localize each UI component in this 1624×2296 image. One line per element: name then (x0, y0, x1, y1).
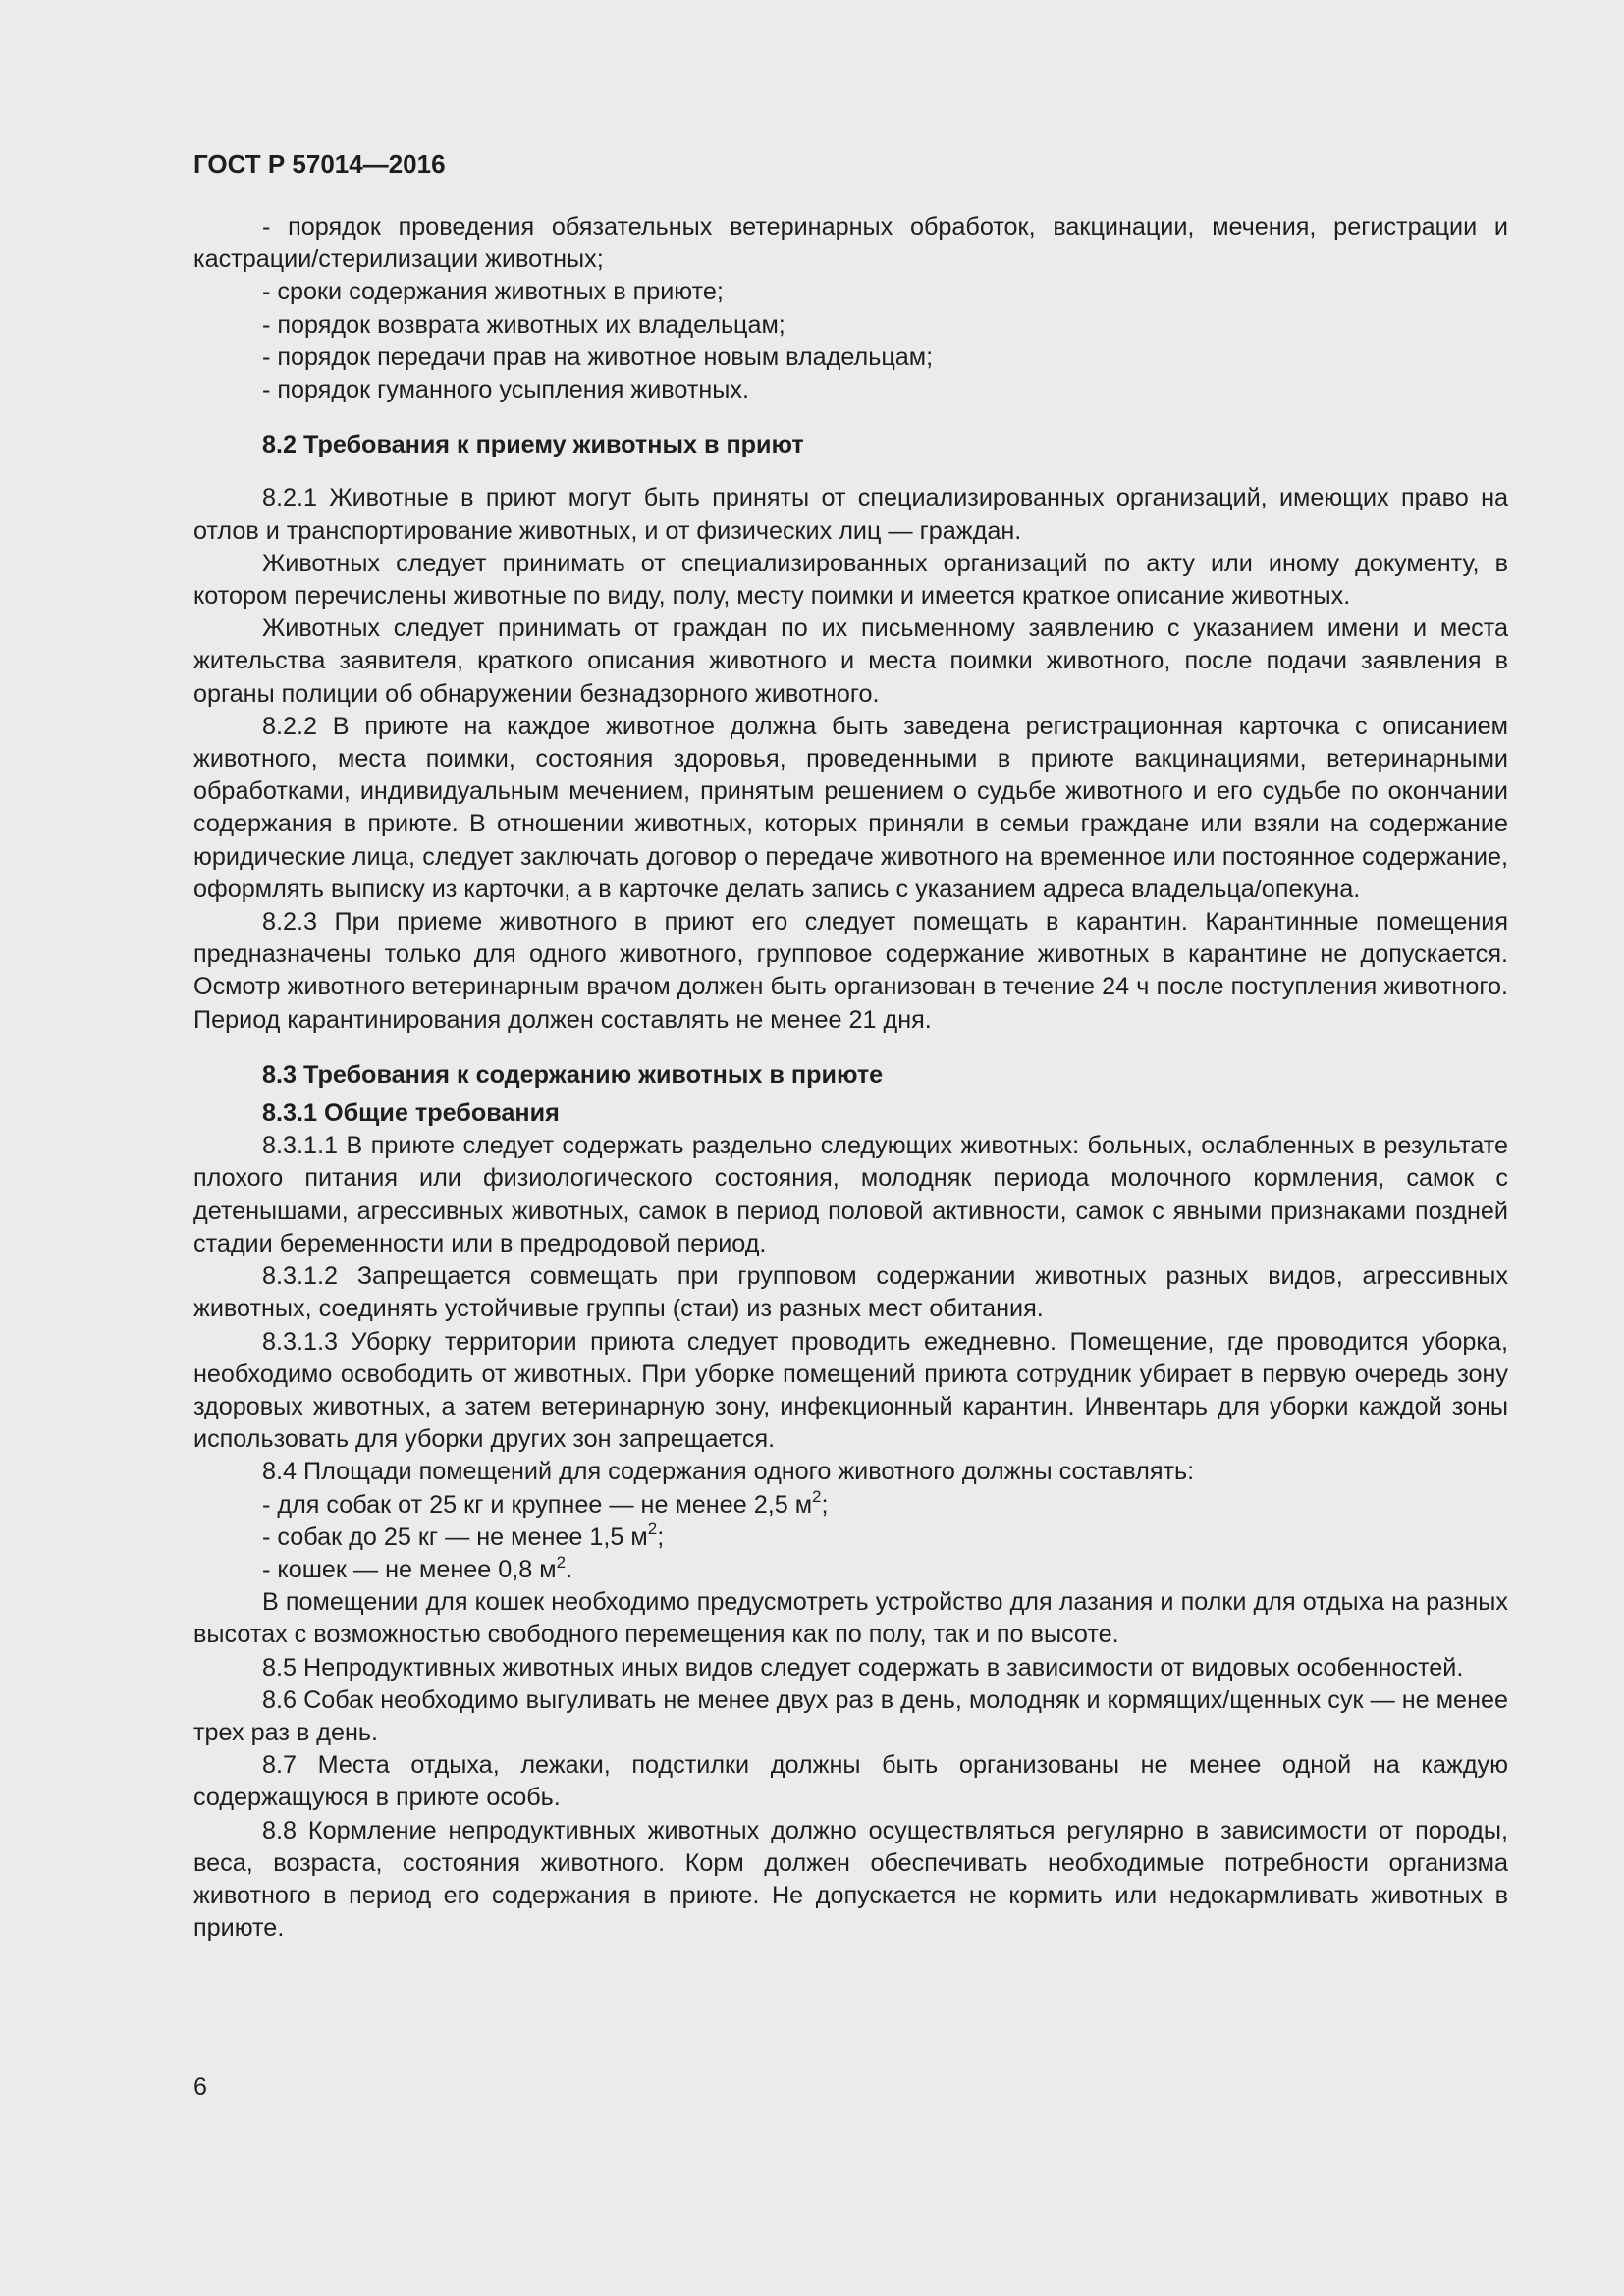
list-item (193, 1522, 1508, 1554)
paragraph: 8.3.1.2 Запрещается совмещать при групповом содержании животных разных видов, агрессивных животных, соединять устойчивые группы (стаи) из разных мест обитания. (193, 1262, 1508, 1323)
paragraph: В помещении для кошек необходимо предусмотреть устройство для лазания и полки для отдыха на разных высотах с возможностью свободного перемещения как по полу, так и по высоте. (193, 1588, 1508, 1649)
list-item: - порядок проведения обязательных ветеринарных обработок, вакцинации, мечения, регистрации и кастрации/стерилизации животных; (193, 213, 1508, 274)
list-item-text: - кошек — не менее 0,8 м (262, 1555, 557, 1583)
paragraph: 8.2.3 При приеме животного в приют его следует помещать в карантин. Карантинные помещения предназначены только для одного животного, групповое содержание животных в карантине не допускается. Осмотр животного ветеринарным врачом должен быть организован в течение 24 ч после поступления животного. Период карантинирования должен составлять не менее 21 дня. (193, 908, 1508, 1034)
paragraph: 8.3.1.1 В приюте следует содержать раздельно следующих животных: больных, ослабленных в результате плохого питания или физиологического состояния, молодняк периода молочного кормления, самок с детенышами, агрессивных животных, самок в период половой активности, самок с явными признаками поздней стадии беременности или в предродовой период. (193, 1132, 1508, 1257)
page-number: 6 (193, 2073, 207, 2101)
paragraph: Животных следует принимать от специализированных организаций по акту или иному документу, в котором перечислены животные по виду, полу, месту поимки и имеется краткое описание животных. (193, 549, 1508, 611)
list-item (193, 1489, 1508, 1522)
paragraph: 8.3.1.3 Уборку территории приюта следует проводить ежедневно. Помещение, где проводится уборка, необходимо освободить от животных. При уборке помещений приюта сотрудник убирает в первую очередь зону здоровых животных, а затем ветеринарную зону, инфекционный карантин. Инвентарь для уборки каждой зоны использовать для уборки других зон запрещается. (193, 1327, 1508, 1454)
list-item: - порядок передачи прав на животное новым владельцам; (262, 343, 934, 371)
list-item-text: - собак до 25 кг — не менее 1,5 м (262, 1522, 648, 1551)
punctuation: ; (821, 1490, 829, 1519)
paragraph: 8.5 Непродуктивных животных иных видов следует содержать в зависимости от видовых особенностей. (262, 1653, 1464, 1682)
section-heading: 8.3 Требования к содержанию животных в приюте (262, 1060, 884, 1089)
paragraph: 8.6 Собак необходимо выгуливать не менее двух раз в день, молодняк и кормящих/щенных сук — не менее трех раз в день. (193, 1685, 1508, 1746)
superscript: 2 (812, 1487, 822, 1507)
list-item (193, 1554, 1508, 1586)
paragraph: 8.7 Места отдыха, лежаки, подстилки должны быть организованы не менее одной на каждую содержащуюся в приюте особь. (193, 1751, 1508, 1812)
list-item-text: - для собак от 25 кг и крупнее — не менее 2,5 м (262, 1490, 813, 1519)
list-item: - порядок возврата животных их владельцам; (262, 310, 785, 339)
section-heading: 8.2 Требования к приему животных в приют (262, 431, 804, 459)
paragraph: Животных следует принимать от граждан по их письменному заявлению с указанием имени и места жительства заявителя, краткого описания животного и места поимки животного, после подачи заявления в органы полиции об обнаружении безнадзорного животного. (193, 614, 1508, 708)
list-item: - порядок гуманного усыпления животных. (262, 376, 749, 404)
list-item: - сроки содержания животных в приюте; (262, 278, 724, 306)
superscript: 2 (556, 1552, 567, 1572)
punctuation: . (566, 1555, 573, 1583)
paragraph: 8.2.1 Животные в приют могут быть приняты от специализированных организаций, имеющих право на отлов и транспортирование животных, и от физических лиц — граждан. (193, 484, 1508, 545)
paragraph: 8.8 Кормление непродуктивных животных должно осуществляться регулярно в зависимости от породы, веса, возраста, состояния животного. Корм должен обеспечивать необходимые потребности организма животного в период его содержания в приюте. Не допускается не кормить или недокармливать животных в приюте. (193, 1816, 1508, 1943)
superscript: 2 (647, 1520, 658, 1539)
paragraph: 8.2.2 В приюте на каждое животное должна быть заведена регистрационная карточка с описанием животного, места поимки, состояния здоровья, проведенными в приюте вакцинациями, ветеринарными обработками, индивидуальным мечением, принятым решением о судьбе животного и его судьбе по окончании содержания в приюте. В отношении животных, которых приняли в семьи граждане или взяли на содержание юридические лица, следует заключать договор о передаче животного на временное или постоянное содержание, оформлять выписку из карточки, а в карточке делать запись с указанием адреса владельца/опекуна. (193, 712, 1508, 903)
document-code-header: ГОСТ Р 57014—2016 (193, 149, 446, 179)
paragraph: 8.4 Площади помещений для содержания одного животного должны составлять: (262, 1458, 1195, 1486)
subsection-heading: 8.3.1 Общие требования (262, 1099, 560, 1128)
punctuation: ; (657, 1522, 665, 1551)
